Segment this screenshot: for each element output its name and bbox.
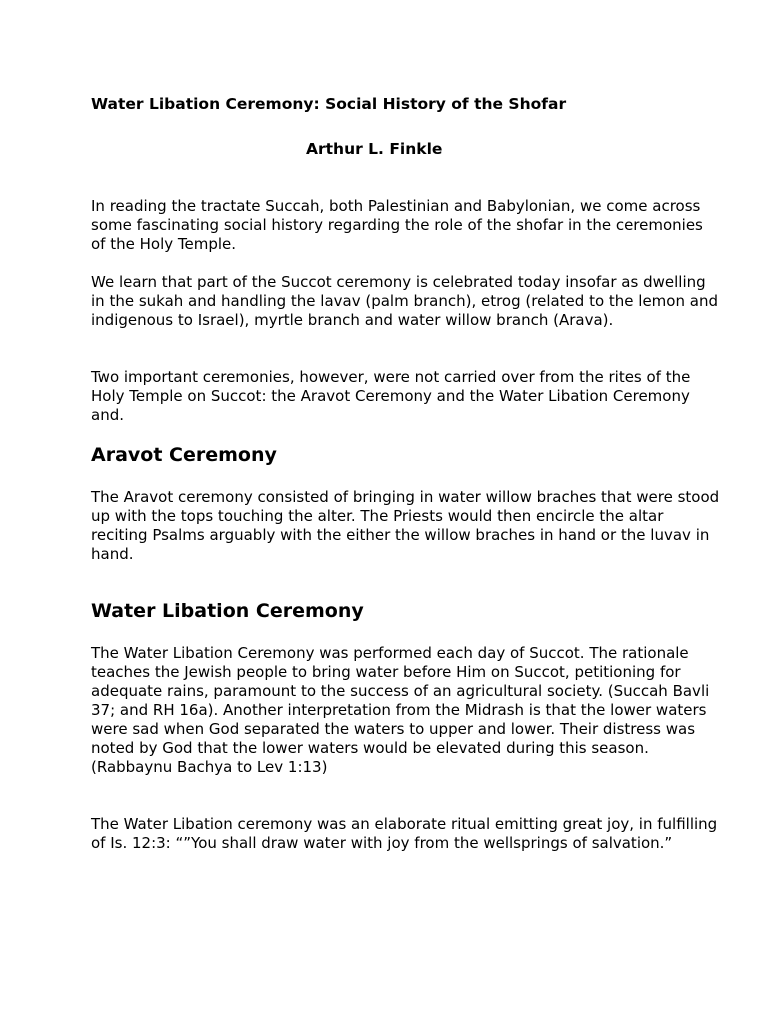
water-libation-paragraph-2: The Water Libation ceremony was an elaborate ritual emitting great joy, in fulfilling of Is. 12:3: “”You shall draw water with joy from the wellsprings of salvation.” bbox=[91, 815, 718, 852]
intro-paragraph-3: Two important ceremonies, however, were not carried over from the rites of the Holy Temple on Succot: the Aravot Ceremony and the Water Libation Ceremony and. bbox=[91, 368, 691, 424]
aravot-paragraph: The Aravot ceremony consisted of bringing in water willow braches that were stood up with the tops touching the alter. The Priests would then encircle the altar reciting Psalms arguably with the either the willow braches in hand or the luvav in hand. bbox=[91, 488, 720, 563]
section-heading-water-libation: Water Libation Ceremony bbox=[91, 600, 364, 622]
intro-paragraph-2: We learn that part of the Succot ceremony is celebrated today insofar as dwelling in the sukah and handling the lavav (palm branch), etrog (related to the lemon and indigenous to Israel), myrtle branch and water willow branch (Arava). bbox=[91, 273, 718, 329]
section-heading-aravot: Aravot Ceremony bbox=[91, 444, 277, 466]
document-title: Water Libation Ceremony: Social History of the Shofar bbox=[91, 95, 567, 113]
intro-paragraph-1: In reading the tractate Succah, both Palestinian and Babylonian, we come across some fascinating social history regarding the role of the shofar in the ceremonies of the Holy Temple. bbox=[91, 197, 703, 253]
water-libation-paragraph-1: The Water Libation Ceremony was performed each day of Succot. The rationale teaches the Jewish people to bring water before Him on Succot, petitioning for adequate rains, paramount to the success of an agricultural society. (Succah Bavli 37; and RH 16a). Another interpretation from the Midrash is that the lower waters were sad when God separated the waters to upper and lower. Their distress was noted by God that the lower waters would be elevated during this season. (Rabbaynu Bachya to Lev 1:13) bbox=[91, 644, 710, 776]
document-author: Arthur L. Finkle bbox=[306, 140, 443, 158]
